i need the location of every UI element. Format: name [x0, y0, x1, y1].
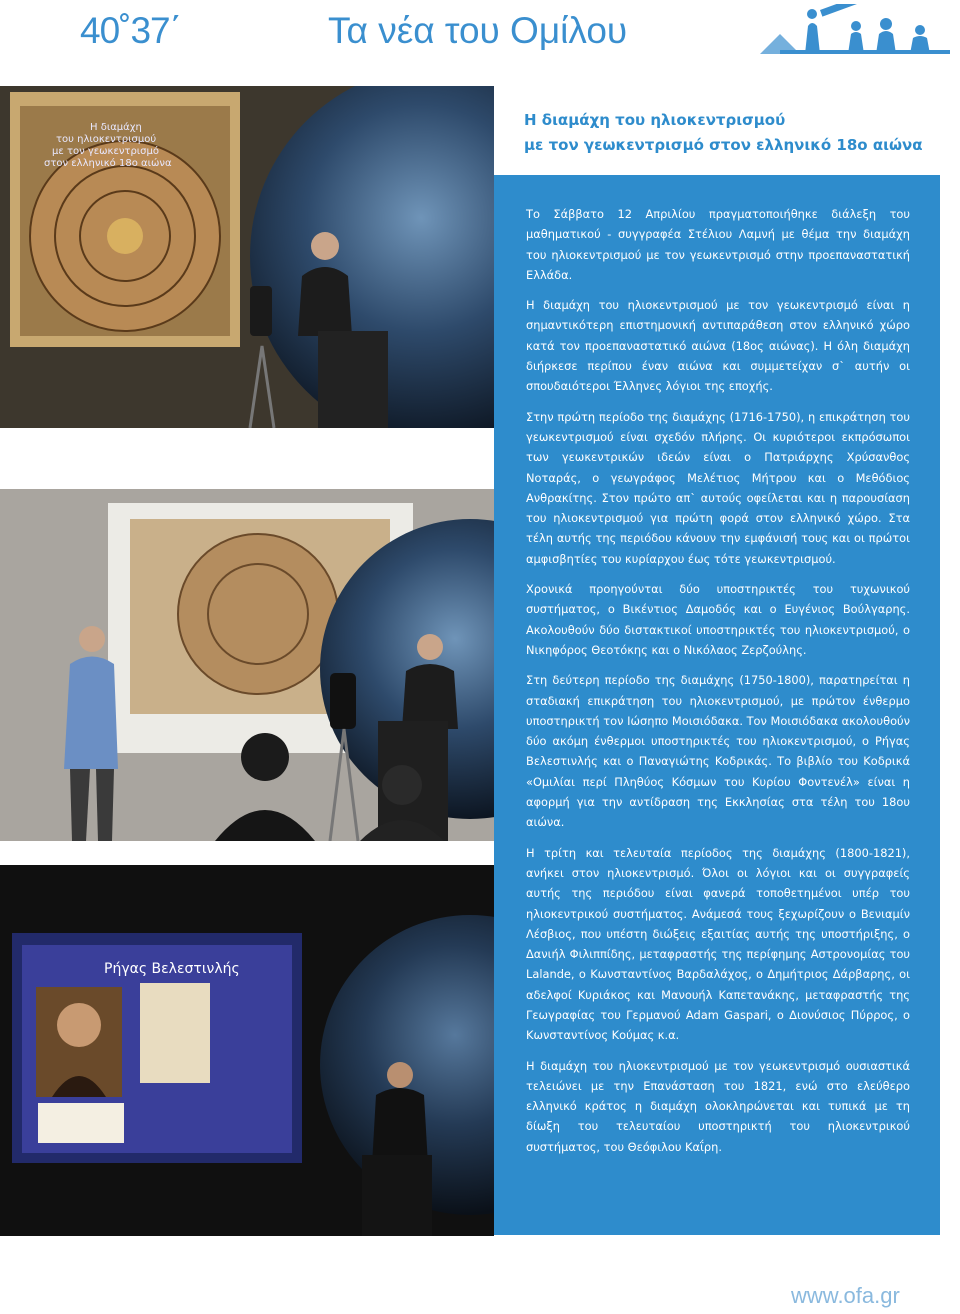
photo-lecture-1: [0, 86, 494, 428]
slide-title-rigas: Ρήγας Βελεστινλής: [104, 961, 240, 977]
slide-text-line-3: με τον γεωκεντρισμό: [52, 146, 160, 157]
article-paragraph: Στην πρώτη περίοδο της διαμάχης (1716-1750), η επικράτηση του γεωκεντρισμού είναι σχεδόν πλήρης. Οι κυριότεροι εκπρόσωποι των γεωκεντρικών ιδεών είναι ο Πατριάρχης Χρύσανθος Νοταράς, ο γεωγράφος Μελέτιος Μήτρου και ο Μεθόδιος Ανθρακίτης. Στον πρώτο απ` αυτούς οφείλεται και η παρουσίαση του ηλιοκεντρισμού για πρώτη φορά στον ελληνικό χώρο. Στα τέλη αυτής της περιόδου κάνουν την εμφάνισή τους και οι πρώτοι αμφισβητίες του κυρίαρχου έως τότε γεωκεντρισμού.: [526, 409, 910, 566]
article-title: [524, 108, 924, 158]
article-paragraph: Χρονικά προηγούνται δύο υποστηρικτές του τυχωνικού συστήματος, ο Βικέντιος Δαμοδός και ο Ευγένιος Βούλγαρης. Ακολουθούν δύο διστακτικοί υποστηρικτές του ηλιοκεντρισμού, ο Νικηφόρος Θεοτόκης και ο Νικόλαος Ζερζούλης.: [526, 582, 910, 657]
article-paragraph: Το Σάββατο 12 Απριλίου πραγματοποιήθηκε διάλεξη του μαθηματικού - συγγραφέα Στέλιου Λαμνή με θέμα την διαμάχη του ηλιοκεντρισμού με τον γεωκεντρισμό στην προεπαναστατική Ελλάδα.: [526, 207, 910, 282]
footer-website-link[interactable]: www.ofa.gr: [791, 1283, 900, 1308]
photo-lecture-2: [0, 489, 494, 841]
article-body: [526, 204, 910, 1167]
page-header: [0, 0, 960, 70]
slide-text-line-2: του ηλιοκεντρισμού: [56, 134, 157, 145]
page-number: 40˚37΄: [80, 10, 181, 51]
article-paragraph: Στη δεύτερη περίοδο της διαμάχης (1750-1800), παρατηρείται η σταδιακή επικράτηση του ηλιοκεντρισμού, με πρώτον ένθερμο υποστηρικτή τον Ιώσηπο Μοισιόδακα. Τον Μοισιόδακα ακολουθούν δύο ακόμη ένθερμοι υποστηρικτές του ηλιοκεντρισμού, ο Ρήγας Βελεστινλής και ο Παναγιώτης Κοδρικάς. Το βιβλίο του Κοδρικά «Ομιλίαι περί Πληθύος Κόσμων του Κυρίου Φοντενέλ» είναι η αφορμή για την αντίδραση της Εκκλησίας στα τέλη του 18ου αιώνα.: [526, 673, 910, 830]
article-paragraph: Η τρίτη και τελευταία περίοδος της διαμάχης (1800-1821), ανήκει στον ηλιοκεντρισμό. Όλοι οι λόγιοι και οι συγγραφείς αυτής της περιόδου είναι φανερά τοποθετημένοι υπέρ του ηλιοκεντρικού συστήματος. Ανάμεσά τους ξεχωρίζουν ο Βενιαμίν Λέσβιος, που υπέστη διώξεις εξαιτίας αυτής της υποστήριξης, ο Δανιήλ Φιλιππίδης, μεταφραστής της περίφημης Αστρονομίας του Lalande, ο Κωνσταντίνος Βαρδαλάχος, ο Δημήτριος Δάρβαρης, οι αδελφοί Κυριάκος και Μανουήλ Καπετανάκης, μεταφραστής της Γεωγραφίας του Γερμανού Adam Gaspari, ο Διονύσιος Πύρρος, ο Κωνσταντίνος Κούμας κ.α.: [526, 845, 910, 1043]
article-title-line-2: με τον γεωκεντρισμό στον ελληνικό 18ο αιώνα: [524, 136, 923, 154]
club-logo-icon: [760, 4, 960, 56]
slide-text-line-4: στον ελληνικό 18ο αιώνα: [44, 158, 172, 169]
article-paragraph: Η διαμάχη του ηλιοκεντρισμού με τον γεωκεντρισμό είναι η σημαντικότερη επιστημονική αντιπαράθεση στον ελληνικό χώρο κατά τον προεπαναστατικό αιώνα (18ος αιώνας). Η όλη διαμάχη διήρκεσε περίπου έναν αιώνα και συμμετείχαν σ` αυτήν οι σπουδαιότεροι Έλληνες λόγιοι της εποχής.: [526, 298, 910, 394]
slide-text-line-1: Η διαμάχη: [90, 122, 142, 133]
section-title: Τα νέα του Ομίλου: [328, 10, 628, 51]
article-title-line-1: Η διαμάχη του ηλιοκεντρισμού: [524, 111, 786, 129]
photo-lecture-3: [0, 865, 494, 1236]
article-paragraph: Η διαμάχη του ηλιοκεντρισμού με τον γεωκεντρισμό ουσιαστικά τελειώνει με την Επανάσταση του 1821, ενώ στο ελεύθερο ελληνικό κράτος η διαμάχη ολοκληρώνεται και τυπικά με τη δίωξη του τελευταίου υποστηρικτή του ηλιοκεντρικού συστήματος, του Θεόφιλου Καΐρη.: [526, 1058, 910, 1154]
